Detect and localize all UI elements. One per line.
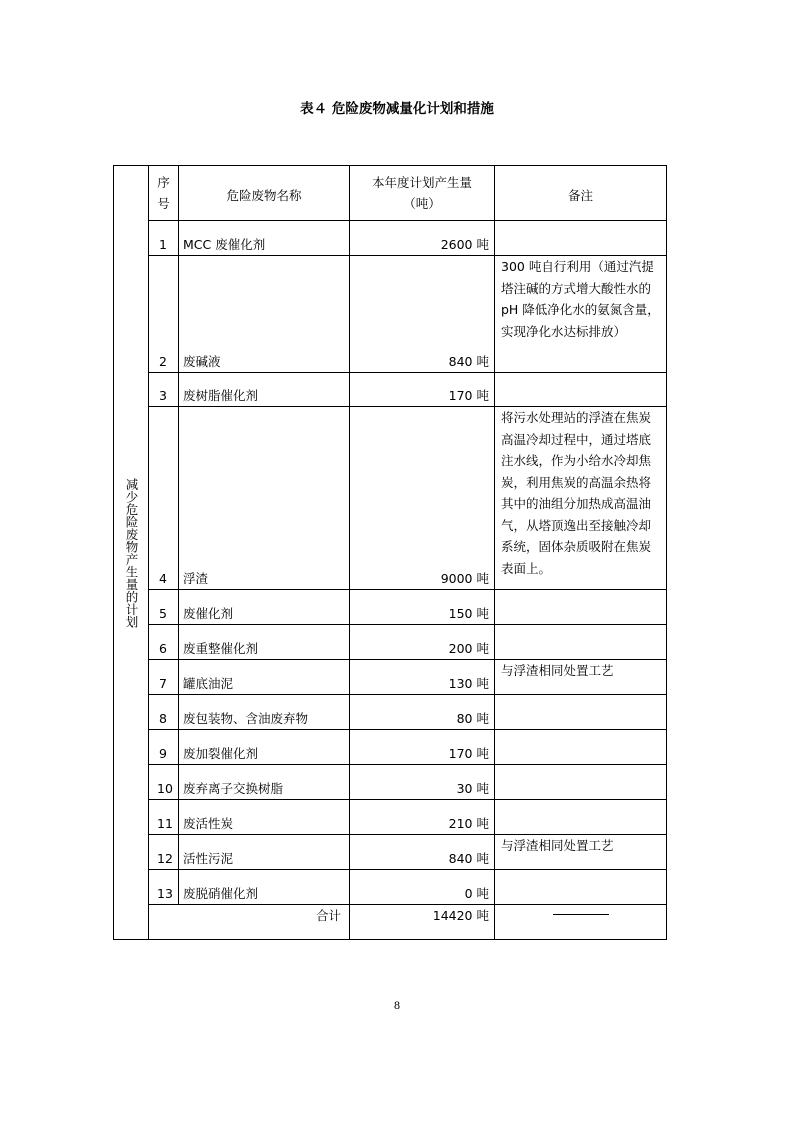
header-name: 危险废物名称 <box>179 166 350 221</box>
remark <box>495 765 667 800</box>
waste-name: 罐底油泥 <box>179 660 350 695</box>
planned-quantity: 170 吨 <box>350 373 495 407</box>
table-row <box>114 373 667 407</box>
planned-quantity: 80 吨 <box>350 695 495 730</box>
total-remark <box>495 905 667 940</box>
header-note: 备注 <box>495 166 667 221</box>
row-number: 5 <box>149 590 179 625</box>
planned-quantity: 30 吨 <box>350 765 495 800</box>
side-label-cell <box>114 166 149 940</box>
planned-quantity: 200 吨 <box>350 625 495 660</box>
waste-name: 废活性炭 <box>179 800 350 835</box>
waste-name: 废脱硝催化剂 <box>179 870 350 905</box>
total-label: 合计 <box>149 905 350 940</box>
remark <box>495 730 667 765</box>
table-row <box>114 730 667 765</box>
table-title: 表４ 危险废物减量化计划和措施 <box>300 101 494 117</box>
row-number: 8 <box>149 695 179 730</box>
hazardous-waste-table <box>113 165 667 940</box>
waste-name: 活性污泥 <box>179 835 350 870</box>
remark <box>495 870 667 905</box>
waste-name: 废弃离子交换树脂 <box>179 765 350 800</box>
planned-quantity: 0 吨 <box>350 870 495 905</box>
remark <box>495 590 667 625</box>
side-label: 减少危险废物产生量的计划 <box>124 477 139 628</box>
table-row <box>114 835 667 870</box>
waste-name: 浮渣 <box>179 407 350 590</box>
table-row <box>114 800 667 835</box>
table-row <box>114 695 667 730</box>
row-number: 9 <box>149 730 179 765</box>
table-row <box>114 625 667 660</box>
waste-name: MCC 废催化剂 <box>179 221 350 256</box>
row-number: 1 <box>149 221 179 256</box>
waste-name: 废加裂催化剂 <box>179 730 350 765</box>
row-number: 4 <box>149 407 179 590</box>
header-qty: 本年度计划产生量（吨） <box>350 166 495 221</box>
table-row <box>114 660 667 695</box>
planned-quantity: 170 吨 <box>350 730 495 765</box>
waste-name: 废树脂催化剂 <box>179 373 350 407</box>
planned-quantity: 840 吨 <box>350 256 495 373</box>
table-row <box>114 221 667 256</box>
planned-quantity: 150 吨 <box>350 590 495 625</box>
total-quantity: 14420 吨 <box>350 905 495 940</box>
remark <box>495 221 667 256</box>
planned-quantity: 2600 吨 <box>350 221 495 256</box>
table-row <box>114 870 667 905</box>
row-number: 13 <box>149 870 179 905</box>
row-number: 3 <box>149 373 179 407</box>
page-number: 8 <box>394 998 400 1012</box>
remark <box>495 695 667 730</box>
planned-quantity: 210 吨 <box>350 800 495 835</box>
total-row <box>114 905 667 940</box>
row-number: 7 <box>149 660 179 695</box>
row-number: 6 <box>149 625 179 660</box>
header-no: 序号 <box>149 166 179 221</box>
table-row <box>114 407 667 590</box>
waste-name: 废包装物、含油废弃物 <box>179 695 350 730</box>
table-row <box>114 765 667 800</box>
row-number: 2 <box>149 256 179 373</box>
planned-quantity: 840 吨 <box>350 835 495 870</box>
waste-name: 废重整催化剂 <box>179 625 350 660</box>
header-row <box>114 166 667 221</box>
planned-quantity: 130 吨 <box>350 660 495 695</box>
dash-line <box>553 914 609 915</box>
waste-name: 废碱液 <box>179 256 350 373</box>
row-number: 10 <box>149 765 179 800</box>
table-row <box>114 256 667 373</box>
remark <box>495 800 667 835</box>
row-number: 11 <box>149 800 179 835</box>
remark: 将污水处理站的浮渣在焦炭高温冷却过程中，通过塔底注水线，作为小给水冷却焦炭，利用焦炭的高温余热将其中的油组分加热成高温油气，从塔顶逸出至接触冷却系统，固体杂质吸附在焦炭表面上。 <box>495 407 667 590</box>
remark: 300 吨自行利用（通过汽提塔注碱的方式增大酸性水的 pH 降低净化水的氨氮含量，实现净化水达标排放） <box>495 256 667 373</box>
remark <box>495 373 667 407</box>
remark: 与浮渣相同处置工艺 <box>495 660 667 695</box>
planned-quantity: 9000 吨 <box>350 407 495 590</box>
remark <box>495 625 667 660</box>
table-row <box>114 590 667 625</box>
waste-name: 废催化剂 <box>179 590 350 625</box>
remark: 与浮渣相同处置工艺 <box>495 835 667 870</box>
row-number: 12 <box>149 835 179 870</box>
